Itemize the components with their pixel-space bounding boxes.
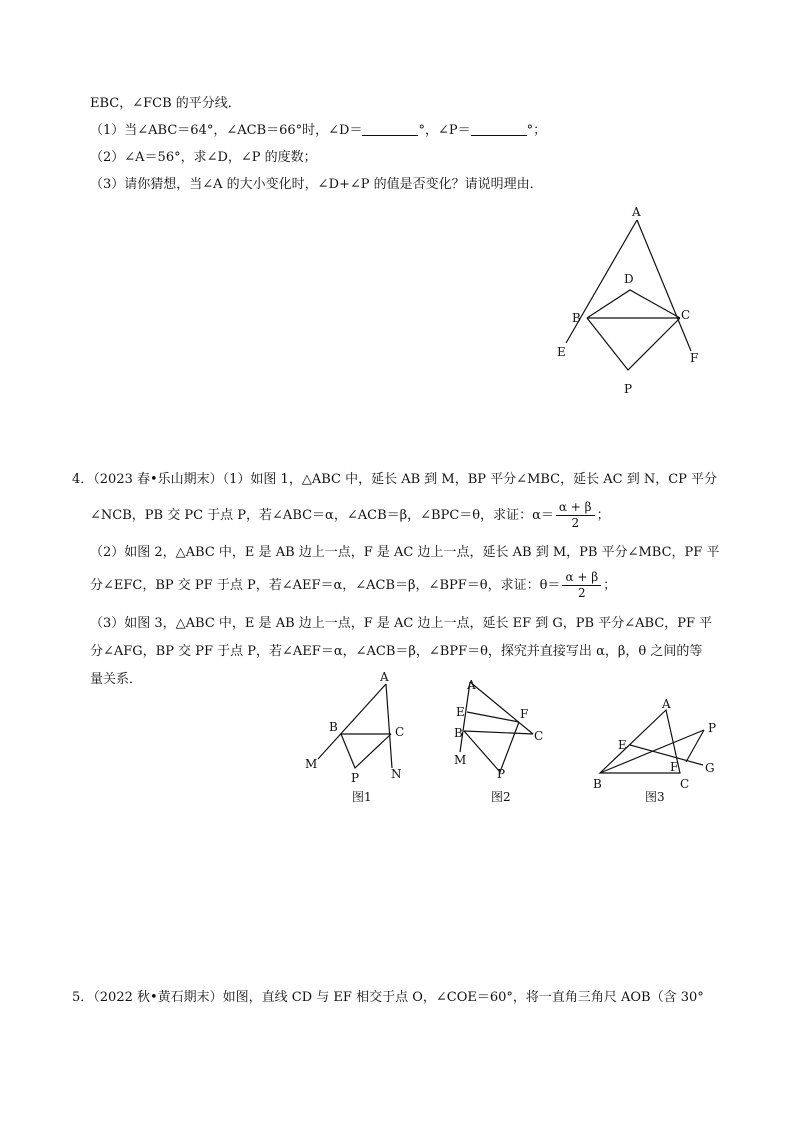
fig2-caption: 图2 — [491, 790, 511, 804]
fig3-label-C: C — [680, 777, 690, 791]
fig3-label-E: E — [618, 738, 627, 752]
q3-part1-text-a: （1）当∠ABC＝64°，∠ACB＝66°时，∠D＝ — [90, 123, 363, 138]
fig2-label-C: C — [534, 729, 544, 743]
fig1-label-C: C — [395, 725, 405, 739]
fig2-label-A: A — [467, 678, 476, 692]
fig1-label-N: N — [391, 767, 402, 781]
q4-line3: （2）如图 2，△ABC 中，E 是 AB 边上一点，F 是 AC 边上一点，延长 AB 到 M，PB 平分∠MBC，PF 平 — [90, 545, 720, 560]
fig2-label-E: E — [456, 705, 465, 719]
fig1-label-B: B — [329, 720, 338, 734]
q3-part1-text-c: °； — [526, 123, 547, 138]
q3-label-F: F — [690, 351, 699, 365]
fraction-numerator: α + β — [562, 570, 601, 586]
fig2-label-F: F — [520, 707, 529, 721]
q3-part2: （2）∠A＝56°，求∠D，∠P 的度数； — [90, 150, 317, 165]
q3-label-D: D — [624, 272, 634, 286]
fraction-numerator: α + β — [556, 500, 595, 516]
q4-line4-end: ； — [603, 578, 617, 593]
q4-line5: （3）如图 3，△ABC 中，E 是 AB 边上一点，F 是 AC 边上一点，延长 EF 到 G，PB 平分∠ABC，PF 平 — [90, 616, 713, 631]
fig2-label-M: M — [454, 753, 467, 767]
q3-part1-text-b: °，∠P＝ — [418, 123, 471, 138]
fig3-label-G: G — [705, 761, 715, 775]
fig3-label-P: P — [708, 721, 717, 735]
fig3-label-A: A — [662, 697, 671, 711]
fig3-caption: 图3 — [645, 790, 665, 804]
q5-line1: 5．（2022 秋•黄石期末）如图，直线 CD 与 EF 相交于点 O，∠COE＝60°，将一直角三角尺 AOB（含 30° — [72, 990, 704, 1005]
q3-label-P: P — [624, 382, 633, 396]
q3-label-C: C — [681, 308, 691, 322]
q3-label-E: E — [557, 345, 566, 359]
fig1-caption: 图1 — [352, 790, 372, 804]
fig3-label-B: B — [593, 777, 602, 791]
fraction-denominator: 2 — [571, 516, 580, 530]
q4-line7: 量关系． — [90, 672, 143, 687]
q3-part3: （3）请你猜想，当∠A 的大小变化时，∠D+∠P 的值是否变化？请说明理由． — [90, 177, 543, 192]
q3-line0: EBC，∠FCB 的平分线． — [90, 96, 241, 111]
q4-line2-text: ∠NCB，PB 交 PC 于点 P，若∠ABC＝α，∠ACB＝β，∠BPC＝θ，求证：α＝ — [90, 508, 554, 523]
q4-line1: 4．（2023 春•乐山期末）（1）如图 1，△ABC 中，延长 AB 到 M，BP 平分∠MBC，延长 AC 到 N，CP 平分 — [72, 472, 718, 487]
q3-label-A: A — [632, 205, 641, 219]
fig1-label-M: M — [305, 757, 318, 771]
q3-label-B: B — [572, 311, 581, 325]
fig2-label-B: B — [454, 726, 463, 740]
fraction-denominator: 2 — [577, 586, 586, 600]
fig2-label-P: P — [497, 767, 506, 781]
fig1-label-P: P — [351, 771, 360, 785]
q4-line2-end: ； — [596, 508, 610, 523]
fig1-label-A: A — [380, 670, 389, 684]
q4-line6: 分∠AFG，BP 交 PF 于点 P，若∠AEF＝α，∠ACB＝β，∠BPF＝θ，探究并直接写出 α，β，θ 之间的等 — [90, 644, 703, 659]
fig3-label-F: F — [670, 760, 679, 774]
q4-line4-text: 分∠EFC，BP 交 PF 于点 P，若∠AEF＝α，∠ACB＝β，∠BPF＝θ，求证：θ＝ — [90, 578, 561, 593]
